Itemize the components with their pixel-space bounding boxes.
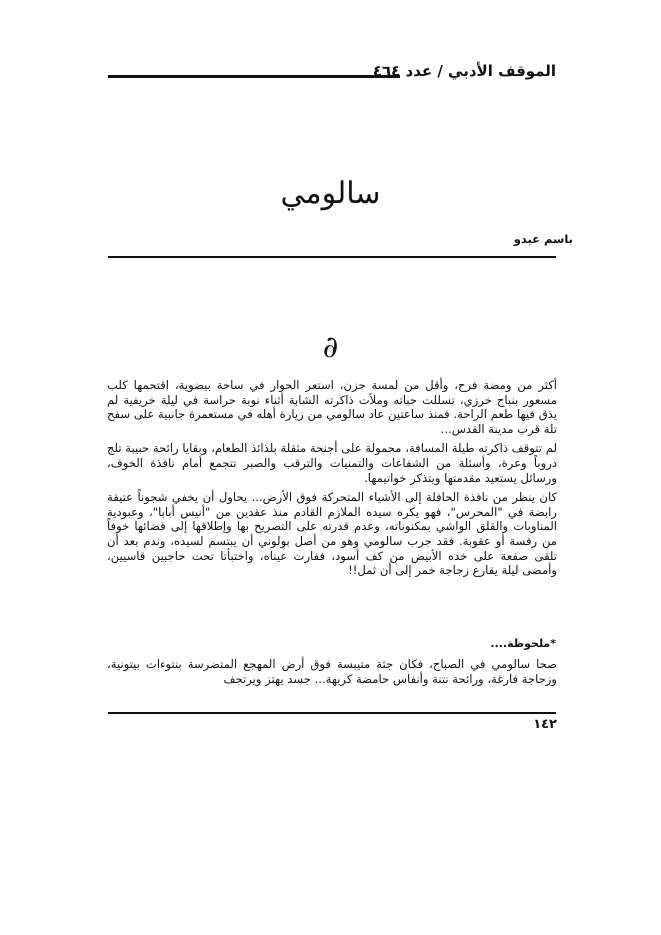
author-rule xyxy=(108,256,556,258)
article-body xyxy=(107,378,557,583)
header-rule xyxy=(108,75,400,78)
ornament-glyph: ∂ xyxy=(322,330,339,365)
footer-rule xyxy=(108,712,556,714)
paragraph-3: كان ينظر من نافذة الحافلة إلى الأشياء المتحركة فوق الأرض... يحاول أن يخفي شجوناً عتيقة رابضة في "المحرس"، فهو يكره سيده الملازم القادم منذ عقدين من "أنيس أبابا"، وعبودية المناوبات والقلق الواشي بمكنوناته، وعدم قدرته على التصريح بها وإطلاقها إلى فضائها خوفاً من رفسة أو عقوبة. فقد جرب سالومي وهو من أصل بولوني أن يبتسم لسيده، وندم بعد أن تلقى صفعة على خده الأبيض من كف أسود، ففارت عيناه، واختبأتا تحت حاجبين قاسيين، وأمضى ليلة يقارع زجاجة خمر إلى أن ثمل!! xyxy=(107,490,557,578)
paragraph-1: أكثر من ومضة فرح، وأقل من لمسة حزن، استعر الحوار في ساحة بيضوية، اقتحمها كلب مسعور بنباح خرزي، تسللت حباته وملأت ذاكرته الشابة أثناء نوبة حراسة في ليلة خريفية لم يذق فيها طعم الراحة. فمنذ ساعتين عاد سالومي من زيارة أهله في مستعمرة جانبية على سفح تلة قرب مدينة القدس... xyxy=(107,378,557,436)
author-name: باسم عبدو xyxy=(513,232,573,246)
page-header xyxy=(108,62,556,86)
running-title: الموقف الأدبي / عدد ٤٦٤ xyxy=(372,62,556,80)
paragraph-2: لم تتوقف ذاكرته طيلة المسافة، محمولة على أجنحة مثقلة بلذائذ الطعام، وبقايا رائحة حبيبة تلج دروباً وعرة، وأسئلة من الشفاعات والتمنيات والترقب والصبر تتجمع أمام نافذة الخوف، ورسائل يستعيد مقدمتها ويتذكر خواتيمها. xyxy=(107,441,557,485)
note-text: صحا سالومي في الصباح، فكان جثة متيبسة فوق أرض المهجع المتضرسة بنتوءات بيتونية، وزجاجة فارغة، ورائحة نتنة وأنفاس حامضة كريهة... جسد يهتز ويرتجف xyxy=(107,657,557,686)
note-label: *ملحوظة.... xyxy=(490,637,556,650)
article-title: سالومي xyxy=(280,176,381,211)
page-number: ١٤٢ xyxy=(533,717,557,732)
